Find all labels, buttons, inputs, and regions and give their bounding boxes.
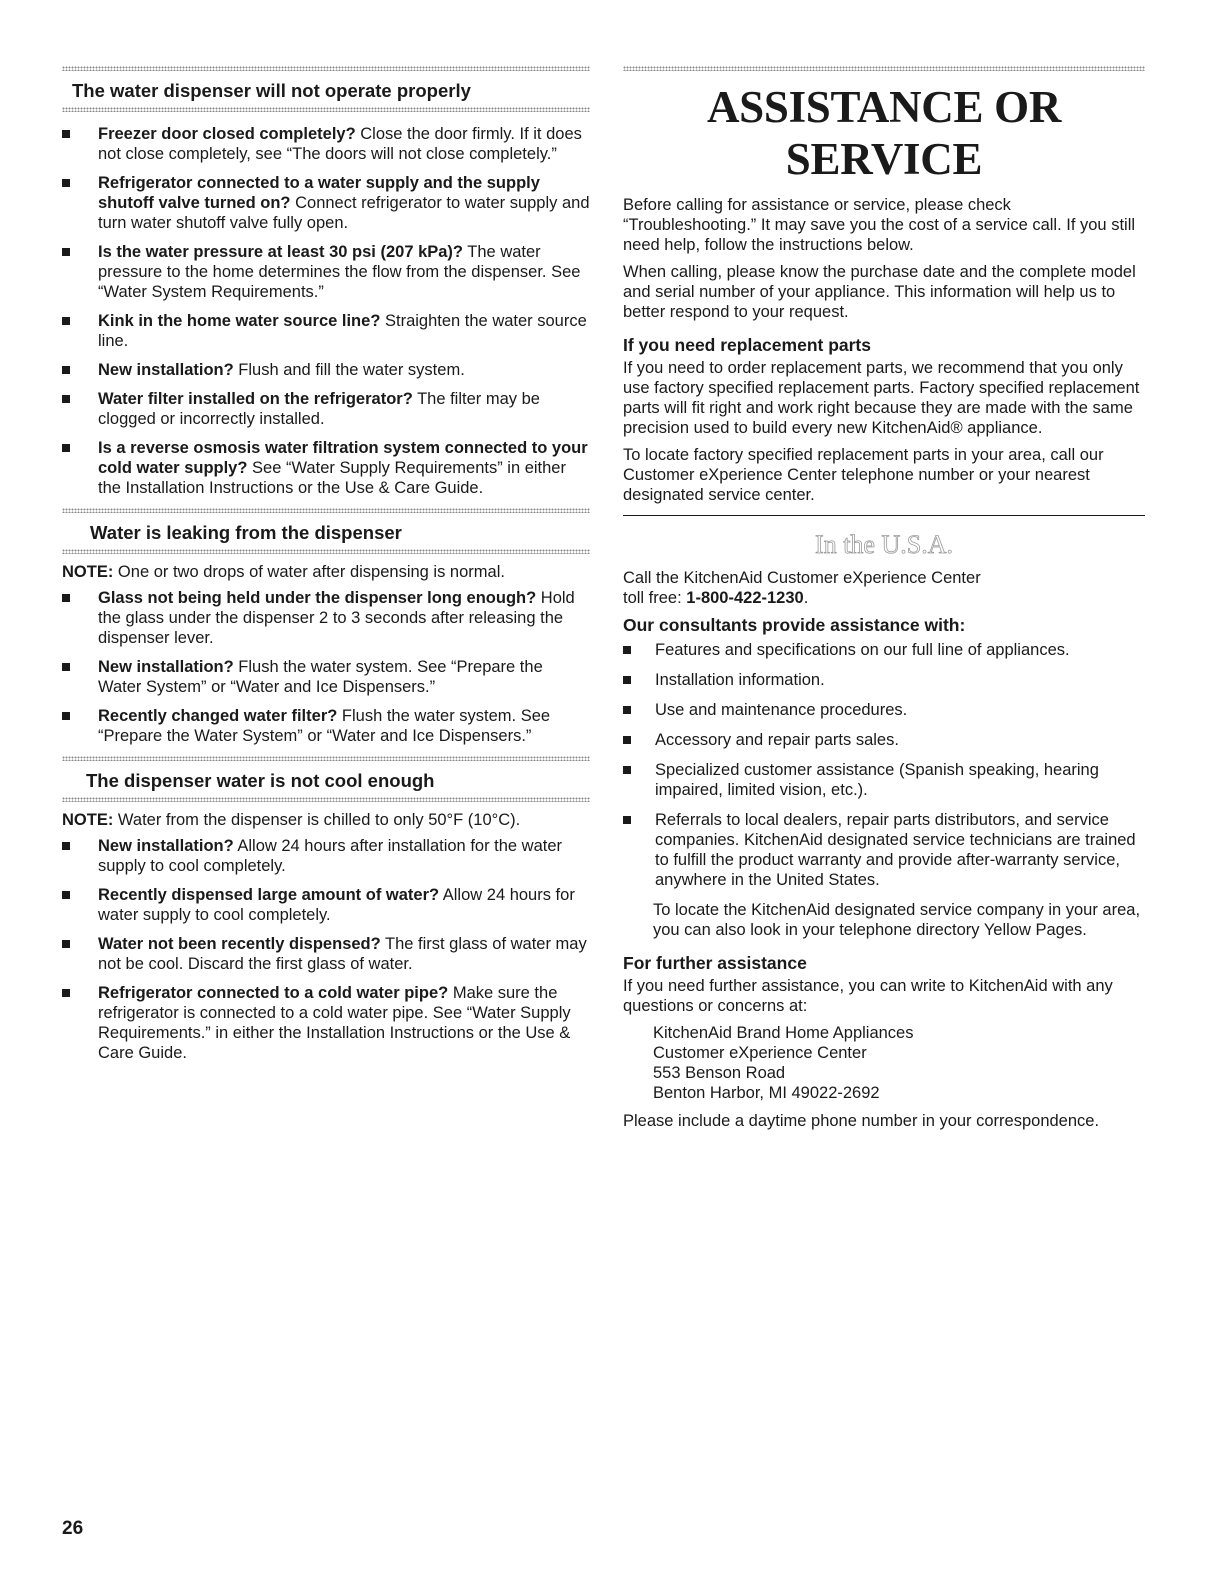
- question: Recently changed water filter?: [98, 707, 338, 725]
- section-leaking: [62, 508, 590, 746]
- list-item: [62, 242, 590, 302]
- note: [62, 562, 590, 582]
- section-not-cool: [62, 756, 590, 1063]
- address-line: 553 Benson Road: [653, 1064, 786, 1082]
- item-text: Referrals to local dealers, repair parts distributors, and service companies. KitchenAid designated service technicians are trained to fulfill the product warranty and provide after-warranty service, anywhere in the United States.: [655, 811, 1136, 889]
- consultants-list: [623, 640, 1145, 890]
- mailing-address: [623, 1023, 1145, 1103]
- list-item: [623, 810, 1145, 890]
- list-item: [62, 438, 590, 498]
- answer: Make sure the refrigerator is connected to a cold water pipe. See “Water Supply Requirements.” in either the Installation Instructions or the Use & Care Guide.: [98, 984, 571, 1062]
- section-header: [62, 508, 590, 554]
- section-title: The dispenser water is not cool enough: [86, 770, 435, 791]
- closing-paragraph: Please include a daytime phone number in your correspondence.: [623, 1112, 1100, 1130]
- question: Refrigerator connected to a water supply and the supply shutoff valve turned on?: [98, 174, 540, 212]
- answer: Allow 24 hours after installation for the water supply to cool completely.: [98, 837, 563, 875]
- parts-paragraph: To locate factory specified replacement parts in your area, call our Customer eXperience Center telephone number or your nearest designated service center.: [623, 446, 1104, 504]
- answer: Flush and fill the water system.: [233, 361, 465, 379]
- bullet-icon: [62, 891, 70, 899]
- list-item: [623, 700, 1145, 720]
- dotted-rule: [623, 66, 1145, 71]
- troubleshooting-list: [62, 124, 590, 498]
- bullet-icon: [62, 594, 70, 602]
- troubleshooting-list: [62, 588, 590, 746]
- note-label: NOTE:: [62, 811, 114, 829]
- answer: The first glass of water may not be cool. Discard the first glass of water.: [98, 935, 587, 973]
- dotted-rule: [62, 797, 590, 802]
- list-item: [62, 389, 590, 429]
- answer: Close the door firmly. If it does not close completely, see “The doors will not close completely.”: [98, 125, 582, 163]
- toll-free-number: 1-800-422-1230: [686, 589, 804, 607]
- call-info: [623, 568, 1145, 608]
- question: Is a reverse osmosis water filtration system connected to your cold water supply?: [98, 439, 588, 477]
- bullet-icon: [62, 366, 70, 374]
- note-text: One or two drops of water after dispensing is normal.: [113, 563, 505, 581]
- bullet-icon: [623, 706, 631, 714]
- list-item: [62, 836, 590, 876]
- question: Glass not being held under the dispenser long enough?: [98, 589, 537, 607]
- bullet-icon: [62, 179, 70, 187]
- further-paragraph: If you need further assistance, you can write to KitchenAid with any questions or concerns at:: [623, 977, 1113, 1015]
- bullet-icon: [62, 317, 70, 325]
- address-line: Benton Harbor, MI 49022-2692: [653, 1084, 880, 1102]
- list-item: [623, 640, 1145, 660]
- toll-free-label: toll free:: [623, 589, 687, 607]
- list-item: [62, 311, 590, 351]
- answer: The filter may be clogged or incorrectly installed.: [98, 390, 540, 428]
- bullet-icon: [623, 766, 631, 774]
- list-item: [62, 657, 590, 697]
- call-line: Call the KitchenAid Customer eXperience Center: [623, 569, 981, 587]
- troubleshooting-list: [62, 836, 590, 1063]
- note-label: NOTE:: [62, 563, 114, 581]
- list-item: [623, 730, 1145, 750]
- bullet-icon: [623, 736, 631, 744]
- list-item: [623, 760, 1145, 800]
- list-item: [62, 934, 590, 974]
- answer: See “Water Supply Requirements” in either the Installation Instructions or the Use & Care Guide.: [98, 459, 566, 497]
- region-title: In the U.S.A.: [815, 530, 953, 559]
- item-text: Use and maintenance procedures.: [655, 701, 908, 719]
- consultants-heading: Our consultants provide assistance with:: [623, 615, 966, 635]
- address-line: KitchenAid Brand Home Appliances: [653, 1024, 914, 1042]
- answer: Allow 24 hours for water supply to cool completely.: [98, 886, 575, 924]
- question: Water filter installed on the refrigerator?: [98, 390, 413, 408]
- dotted-rule: [62, 549, 590, 554]
- bullet-icon: [62, 444, 70, 452]
- answer: Connect refrigerator to water supply and turn water shutoff valve fully open.: [98, 194, 590, 232]
- answer: The water pressure to the home determines the flow from the dispenser. See “Water System Requirements.”: [98, 243, 581, 301]
- list-item: [62, 588, 590, 648]
- answer: Hold the glass under the dispenser 2 to 3 seconds after releasing the dispenser lever.: [98, 589, 575, 647]
- bullet-icon: [62, 712, 70, 720]
- bullet-icon: [62, 248, 70, 256]
- bullet-icon: [62, 940, 70, 948]
- bullet-icon: [62, 130, 70, 138]
- answer: Straighten the water source line.: [98, 312, 587, 350]
- question: Is the water pressure at least 30 psi (207 kPa)?: [98, 243, 464, 261]
- address-line: Customer eXperience Center: [653, 1044, 867, 1062]
- question: Freezer door closed completely?: [98, 125, 356, 143]
- item-text: Installation information.: [655, 671, 825, 689]
- list-item: [62, 124, 590, 164]
- parts-paragraph: If you need to order replacement parts, we recommend that you only use factory specified replacement parts. Factory specified replacement parts will fit right and work right because they are made with the same precision used to build every new KitchenAid® appliance.: [623, 359, 1140, 437]
- further-heading: For further assistance: [623, 953, 807, 973]
- section-title: The water dispenser will not operate properly: [72, 80, 471, 101]
- dotted-rule: [62, 107, 590, 112]
- bullet-icon: [623, 676, 631, 684]
- intro-paragraph: When calling, please know the purchase date and the complete model and serial number of your appliance. This information will help us to better respond to your request.: [623, 263, 1136, 321]
- bullet-icon: [623, 816, 631, 824]
- question: New installation?: [98, 361, 234, 379]
- note: [62, 810, 590, 830]
- bullet-icon: [62, 842, 70, 850]
- item-text: Accessory and repair parts sales.: [655, 731, 899, 749]
- list-item: [62, 706, 590, 746]
- list-item: [62, 173, 590, 233]
- toll-free-end: .: [803, 589, 809, 607]
- item-text: Features and specifications on our full line of appliances.: [655, 641, 1070, 659]
- list-item: [62, 983, 590, 1063]
- question: Water not been recently dispensed?: [98, 935, 381, 953]
- section-header: [62, 756, 590, 802]
- bullet-icon: [62, 989, 70, 997]
- left-column: [62, 66, 590, 1073]
- question: Refrigerator connected to a cold water pipe?: [98, 984, 449, 1002]
- list-item: [623, 670, 1145, 690]
- list-item: [62, 360, 590, 380]
- bullet-icon: [62, 663, 70, 671]
- answer: Flush the water system. See “Prepare the Water System” or “Water and Ice Dispensers.”: [98, 707, 551, 745]
- section-header: [62, 66, 590, 112]
- question: New installation?: [98, 837, 234, 855]
- list-item: [62, 885, 590, 925]
- question: Kink in the home water source line?: [98, 312, 381, 330]
- bullet-icon: [62, 395, 70, 403]
- locate-paragraph: To locate the KitchenAid designated service company in your area, you can also look in your telephone directory Yellow Pages.: [653, 901, 1141, 939]
- right-column: [623, 66, 1145, 1138]
- question: Recently dispensed large amount of water?: [98, 886, 440, 904]
- section-title: Water is leaking from the dispenser: [90, 522, 402, 543]
- page-title: ASSISTANCE OR SERVICE: [706, 82, 1062, 184]
- answer: Flush the water system. See “Prepare the Water System” or “Water and Ice Dispensers.”: [98, 658, 543, 696]
- item-text: Specialized customer assistance (Spanish speaking, hearing impaired, limited vision, etc.).: [655, 761, 1099, 799]
- note-text: Water from the dispenser is chilled to only 50°F (10°C).: [113, 811, 521, 829]
- divider: [623, 515, 1145, 516]
- page-number: 26: [62, 1518, 84, 1539]
- parts-heading: If you need replacement parts: [623, 335, 871, 355]
- intro-paragraph: Before calling for assistance or service, please check “Troubleshooting.” It may save you the cost of a service call. If you still need help, follow the instructions below.: [623, 196, 1136, 254]
- question: New installation?: [98, 658, 234, 676]
- bullet-icon: [623, 646, 631, 654]
- section-dispenser-not-operating: [62, 66, 590, 498]
